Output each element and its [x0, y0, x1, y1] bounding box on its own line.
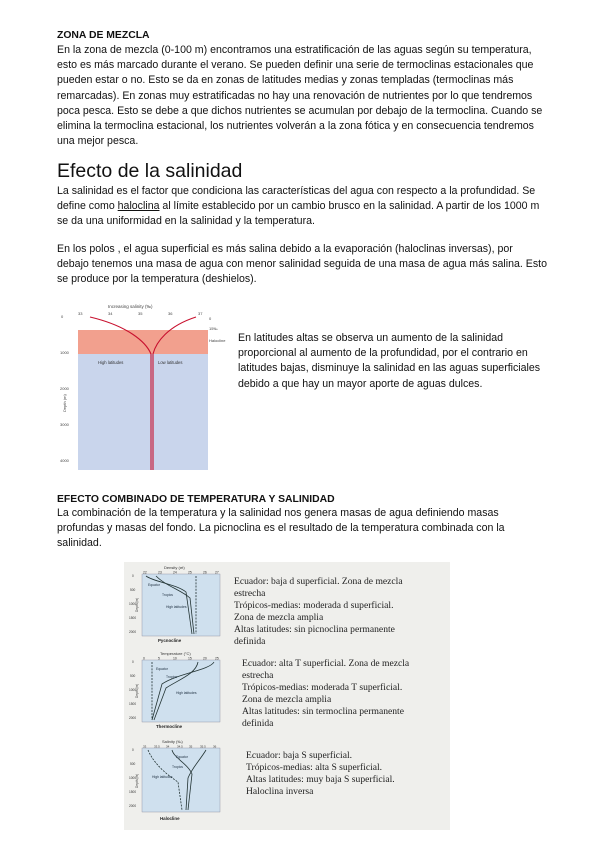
tick-top: 36 [168, 311, 173, 316]
caption-line: Trópicos-medias: alta S superficial. [246, 762, 383, 773]
depth-tick: 0 [61, 314, 64, 319]
panel-depth: 2000 [129, 630, 137, 634]
thermocline-panel [126, 650, 222, 732]
curve-label: High latitudes [152, 775, 173, 779]
panel-depth-label: Depth (m) [135, 773, 139, 788]
panel-tick: 25 [215, 656, 219, 661]
caption-line: Altas latitudes: sin picnoclina permanente [234, 624, 395, 635]
halocline-panel [126, 738, 222, 824]
caption-line: Altas latitudes: muy baja S superficial. [246, 774, 395, 785]
panel-depth: 1500 [129, 790, 137, 794]
salinity-axis-title: Increasing salinity (‰) [108, 304, 153, 309]
caption-line: Ecuador: baja S superficial. [246, 750, 353, 761]
caption-line: definida [234, 636, 266, 647]
panel-depth: 500 [130, 674, 136, 678]
panel-tick: 22 [143, 570, 147, 575]
curve-label: Equator [176, 755, 188, 759]
curve-label: Tropics [166, 675, 177, 679]
panel-axis-title: Density (σt) [164, 565, 185, 570]
section-heading-zona-mezcla: ZONA DE MEZCLA [57, 30, 150, 41]
panel-depth: 0 [132, 748, 134, 752]
panel-tick: 0 [143, 656, 145, 661]
panel-axis-title: Salinity (‰) [162, 739, 183, 744]
panel-tick: 20 [203, 656, 207, 661]
panel-tick: 24 [173, 570, 177, 575]
panel-depth: 1000 [129, 776, 137, 780]
panel-depth: 500 [130, 762, 136, 766]
right-label: 0 [209, 316, 212, 321]
panel-title: Halocline [160, 816, 180, 821]
paragraph-zona-mezcla: En la zona de mezcla (0-100 m) encontramos una estratificación de las aguas según su temperatura, esto es más marcado durante el verano. Se pueden definir una serie de termoclinas estacionales que pueden estar o no. Esto se da en zonas de latitudes medias y zonas templadas (termoclinas más remarcadas). En zonas muy estratificadas no hay una renovación de nutrientes por lo que tendremos poca pesca. Esto se debe a que dichos nutrientes se acumulan por debajo de la termoclina. Cuando se elimina la termoclina estacional, los nutrientes volverán a la zona fótica y en consecuencia tendremos una mejor pesca. [57, 44, 543, 148]
panel-tick: 36 [213, 744, 217, 749]
salinity-profile-figure [58, 302, 230, 476]
pycnocline-panel [126, 564, 222, 646]
combined-profiles-figure [124, 562, 450, 830]
caption-pycnocline [234, 576, 444, 648]
paragraph-salinidad-1: La salinidad es el factor que condiciona las características del agua con respecto a la profundidad. Se define como haloclina al límite establecido por un cambio brusco en la salinidad. A partir de los 1000 m se da una uniformidad en la salinidad y la temperatura. [57, 185, 540, 228]
depth-tick: 2000 [60, 386, 69, 391]
panel-title: Thermocline [156, 724, 183, 729]
paragraph-salinidad-2: En los polos , el agua superficial es más salina debido a la evaporación (haloclinas inversas), por debajo tenemos una masa de agua con menor salinidad seguida de una masa de agua más salina. Esto se produce por la temperatura (deshielos). [57, 243, 547, 286]
panel-tick: 34.5 [177, 744, 183, 749]
section-heading-combinado: EFECTO COMBINADO DE TEMPERATURA Y SALINIDAD [57, 494, 335, 505]
caption-line: Ecuador: baja d superficial. Zona de mezcla [234, 576, 403, 587]
depth-tick: 3000 [60, 422, 69, 427]
caption-line: estrecha [234, 588, 266, 599]
panel-title: Pycnocline [158, 638, 182, 643]
panel-tick: 26 [203, 570, 207, 575]
panel-tick: 34 [166, 744, 170, 749]
section-heading-salinidad: Efecto de la salinidad [57, 160, 243, 182]
panel-axis-title: Temperature (°C) [160, 651, 191, 656]
panel-depth: 2000 [129, 804, 137, 808]
depth-tick: 1000 [60, 350, 69, 355]
tick-top: 37 [198, 311, 203, 316]
curve-label-low: Low latitudes [158, 360, 183, 365]
caption-line: Trópicos-medias: moderada d superficial. [234, 600, 394, 611]
panel-depth: 1500 [129, 702, 137, 706]
panel-tick: 15 [188, 656, 192, 661]
panel-depth: 1500 [129, 616, 137, 620]
panel-tick: 35 [189, 744, 193, 749]
panel-tick: 5 [158, 656, 160, 661]
curve-label: High latitudes [176, 691, 197, 695]
caption-line: Altas latitudes: sin termoclina permanente [242, 706, 404, 717]
curve-label: Equator [156, 667, 168, 671]
paragraph-combinado: La combinación de la temperatura y la salinidad nos genera masas de agua definiendo masas profundas y masas del fondo. La picnoclina es el resultado de la temperatura combinada con la salinidad. [57, 507, 505, 550]
panel-tick: 27 [215, 570, 219, 575]
caption-halocline [246, 750, 446, 798]
curve-label-high: High latitudes [98, 360, 124, 365]
curve-label: Tropics [172, 765, 183, 769]
depth-axis-label: Depth (m) [62, 394, 67, 412]
caption-line: Haloclina inversa [246, 786, 314, 797]
caption-thermocline [242, 658, 448, 730]
panel-tick: 23 [158, 570, 162, 575]
right-label: 15‰ [209, 326, 218, 331]
panel-depth: 0 [132, 574, 134, 578]
panel-depth: 1000 [129, 688, 137, 692]
panel-tick: 33 [143, 744, 147, 749]
haloclina-term: haloclina [117, 200, 160, 213]
tick-top: 33 [78, 311, 83, 316]
panel-depth: 0 [132, 660, 134, 664]
curve-label: High latitudes [166, 605, 187, 609]
caption-line: definida [242, 718, 274, 729]
depth-tick: 4000 [60, 458, 69, 463]
panel-depth-label: Depth (m) [135, 683, 139, 698]
caption-line: Trópicos-medias: moderada T superficial. [242, 682, 403, 693]
caption-line: Zona de mezcla amplia [234, 612, 324, 623]
panel-depth-label: Depth (m) [135, 597, 139, 612]
panel-tick: 33.5 [154, 744, 160, 749]
curve-label: Equator [148, 583, 160, 587]
panel-depth: 2000 [129, 716, 137, 720]
caption-line: Ecuador: alta T superficial. Zona de mezcla [242, 658, 410, 669]
panel-tick: 10 [173, 656, 177, 661]
panel-tick: 35.5 [200, 744, 206, 749]
tick-top: 35 [138, 311, 143, 316]
panel-depth: 1000 [129, 602, 137, 606]
panel-depth: 500 [130, 588, 136, 592]
salinity-side-text: En latitudes altas se observa un aumento de la salinidad proporcional al aumento de la profundidad, por el contrario en latitudes bajas, disminuye la salinidad en las aguas superficiales debido a que hay un mayor aporte de aguas dulces. [238, 332, 541, 390]
tick-top: 34 [108, 311, 113, 316]
curve-label: Tropics [162, 593, 173, 597]
panel-tick: 25 [188, 570, 192, 575]
salinity-profile-svg [58, 302, 230, 476]
caption-line: estrecha [242, 670, 274, 681]
caption-line: Zona de mezcla amplia [242, 694, 332, 705]
halocline-label: Halocline [209, 338, 226, 343]
